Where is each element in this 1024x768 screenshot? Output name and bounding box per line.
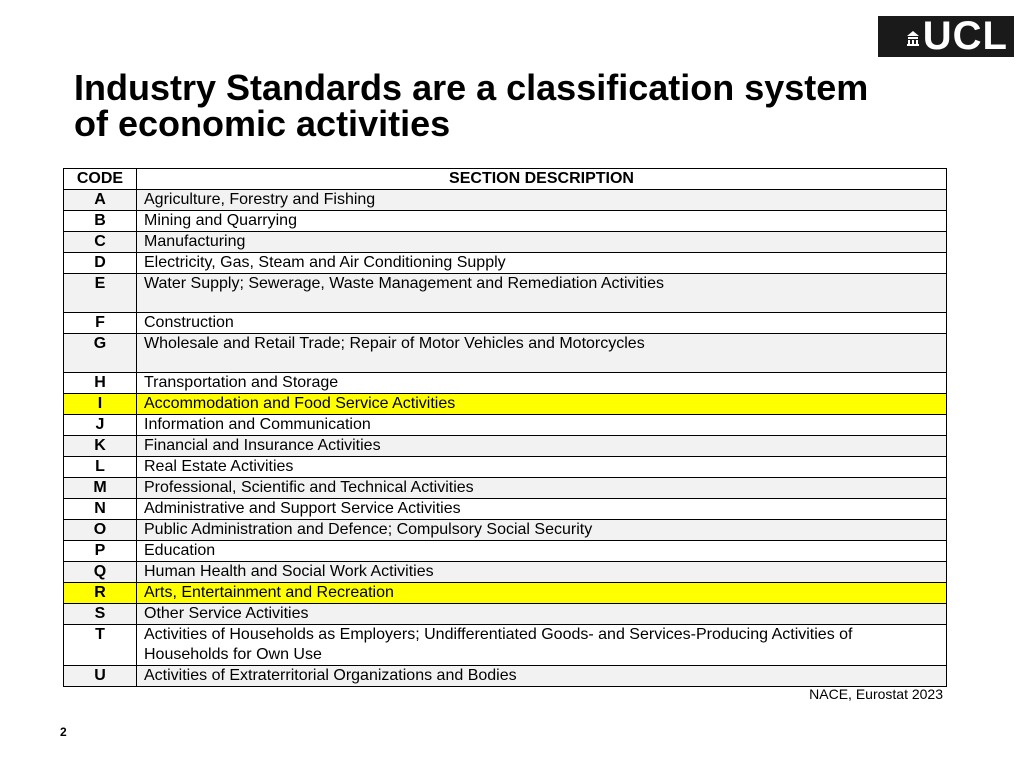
row-code: N	[64, 499, 137, 520]
row-code: L	[64, 457, 137, 478]
page-title: Industry Standards are a classification system of economic activities	[74, 67, 869, 144]
row-code: Q	[64, 562, 137, 583]
row-description: Real Estate Activities	[137, 457, 947, 478]
row-code: H	[64, 373, 137, 394]
industry-code-table	[63, 168, 947, 687]
row-code: E	[64, 274, 137, 313]
table-row	[64, 666, 947, 687]
row-code: T	[64, 625, 137, 666]
row-description: Construction	[137, 313, 947, 334]
portico-icon	[906, 28, 920, 46]
table-row	[64, 478, 947, 499]
row-description: Financial and Insurance Activities	[137, 436, 947, 457]
table-row	[64, 190, 947, 211]
row-code: B	[64, 211, 137, 232]
row-code: C	[64, 232, 137, 253]
row-code: I	[64, 394, 137, 415]
row-description: Activities of Households as Employers; Undifferentiated Goods- and Services-Producing Activities of Households for Own Use	[137, 625, 947, 666]
table-row-highlighted	[64, 394, 947, 415]
row-description: Manufacturing	[137, 232, 947, 253]
row-code: O	[64, 520, 137, 541]
row-description: Agriculture, Forestry and Fishing	[137, 190, 947, 211]
row-code: U	[64, 666, 137, 687]
table-row	[64, 334, 947, 373]
table-row	[64, 211, 947, 232]
row-description: Transportation and Storage	[137, 373, 947, 394]
logo-text: UCL	[922, 14, 1008, 58]
table-row-highlighted	[64, 583, 947, 604]
row-description: Other Service Activities	[137, 604, 947, 625]
table-row	[64, 274, 947, 313]
row-code: J	[64, 415, 137, 436]
row-description: Mining and Quarrying	[137, 211, 947, 232]
source-citation: NACE, Eurostat 2023	[809, 686, 943, 702]
row-description: Arts, Entertainment and Recreation	[137, 583, 947, 604]
row-description: Information and Communication	[137, 415, 947, 436]
row-description: Public Administration and Defence; Compulsory Social Security	[137, 520, 947, 541]
row-code: M	[64, 478, 137, 499]
row-description: Activities of Extraterritorial Organizations and Bodies	[137, 666, 947, 687]
row-description: Water Supply; Sewerage, Waste Management and Remediation Activities	[137, 274, 947, 313]
table-header-row	[64, 169, 947, 190]
ucl-logo	[878, 16, 1014, 57]
table-row	[64, 625, 947, 666]
table-row	[64, 373, 947, 394]
table-row	[64, 520, 947, 541]
table-row	[64, 232, 947, 253]
row-code: D	[64, 253, 137, 274]
row-description: Administrative and Support Service Activities	[137, 499, 947, 520]
row-code: R	[64, 583, 137, 604]
column-header-code: CODE	[64, 169, 137, 190]
row-description: Human Health and Social Work Activities	[137, 562, 947, 583]
table-row	[64, 457, 947, 478]
row-description: Education	[137, 541, 947, 562]
row-description: Wholesale and Retail Trade; Repair of Motor Vehicles and Motorcycles	[137, 334, 947, 373]
row-description: Accommodation and Food Service Activities	[137, 394, 947, 415]
table-row	[64, 541, 947, 562]
row-code: K	[64, 436, 137, 457]
row-code: G	[64, 334, 137, 373]
row-description: Professional, Scientific and Technical Activities	[137, 478, 947, 499]
row-code: F	[64, 313, 137, 334]
row-code: P	[64, 541, 137, 562]
table-row	[64, 313, 947, 334]
column-header-description: SECTION DESCRIPTION	[137, 169, 947, 190]
row-code: A	[64, 190, 137, 211]
table-row	[64, 253, 947, 274]
table-row	[64, 604, 947, 625]
page-number: 2	[60, 725, 67, 739]
row-code: S	[64, 604, 137, 625]
table-row	[64, 499, 947, 520]
table-row	[64, 562, 947, 583]
table-row	[64, 415, 947, 436]
table-row	[64, 436, 947, 457]
row-description: Electricity, Gas, Steam and Air Conditioning Supply	[137, 253, 947, 274]
